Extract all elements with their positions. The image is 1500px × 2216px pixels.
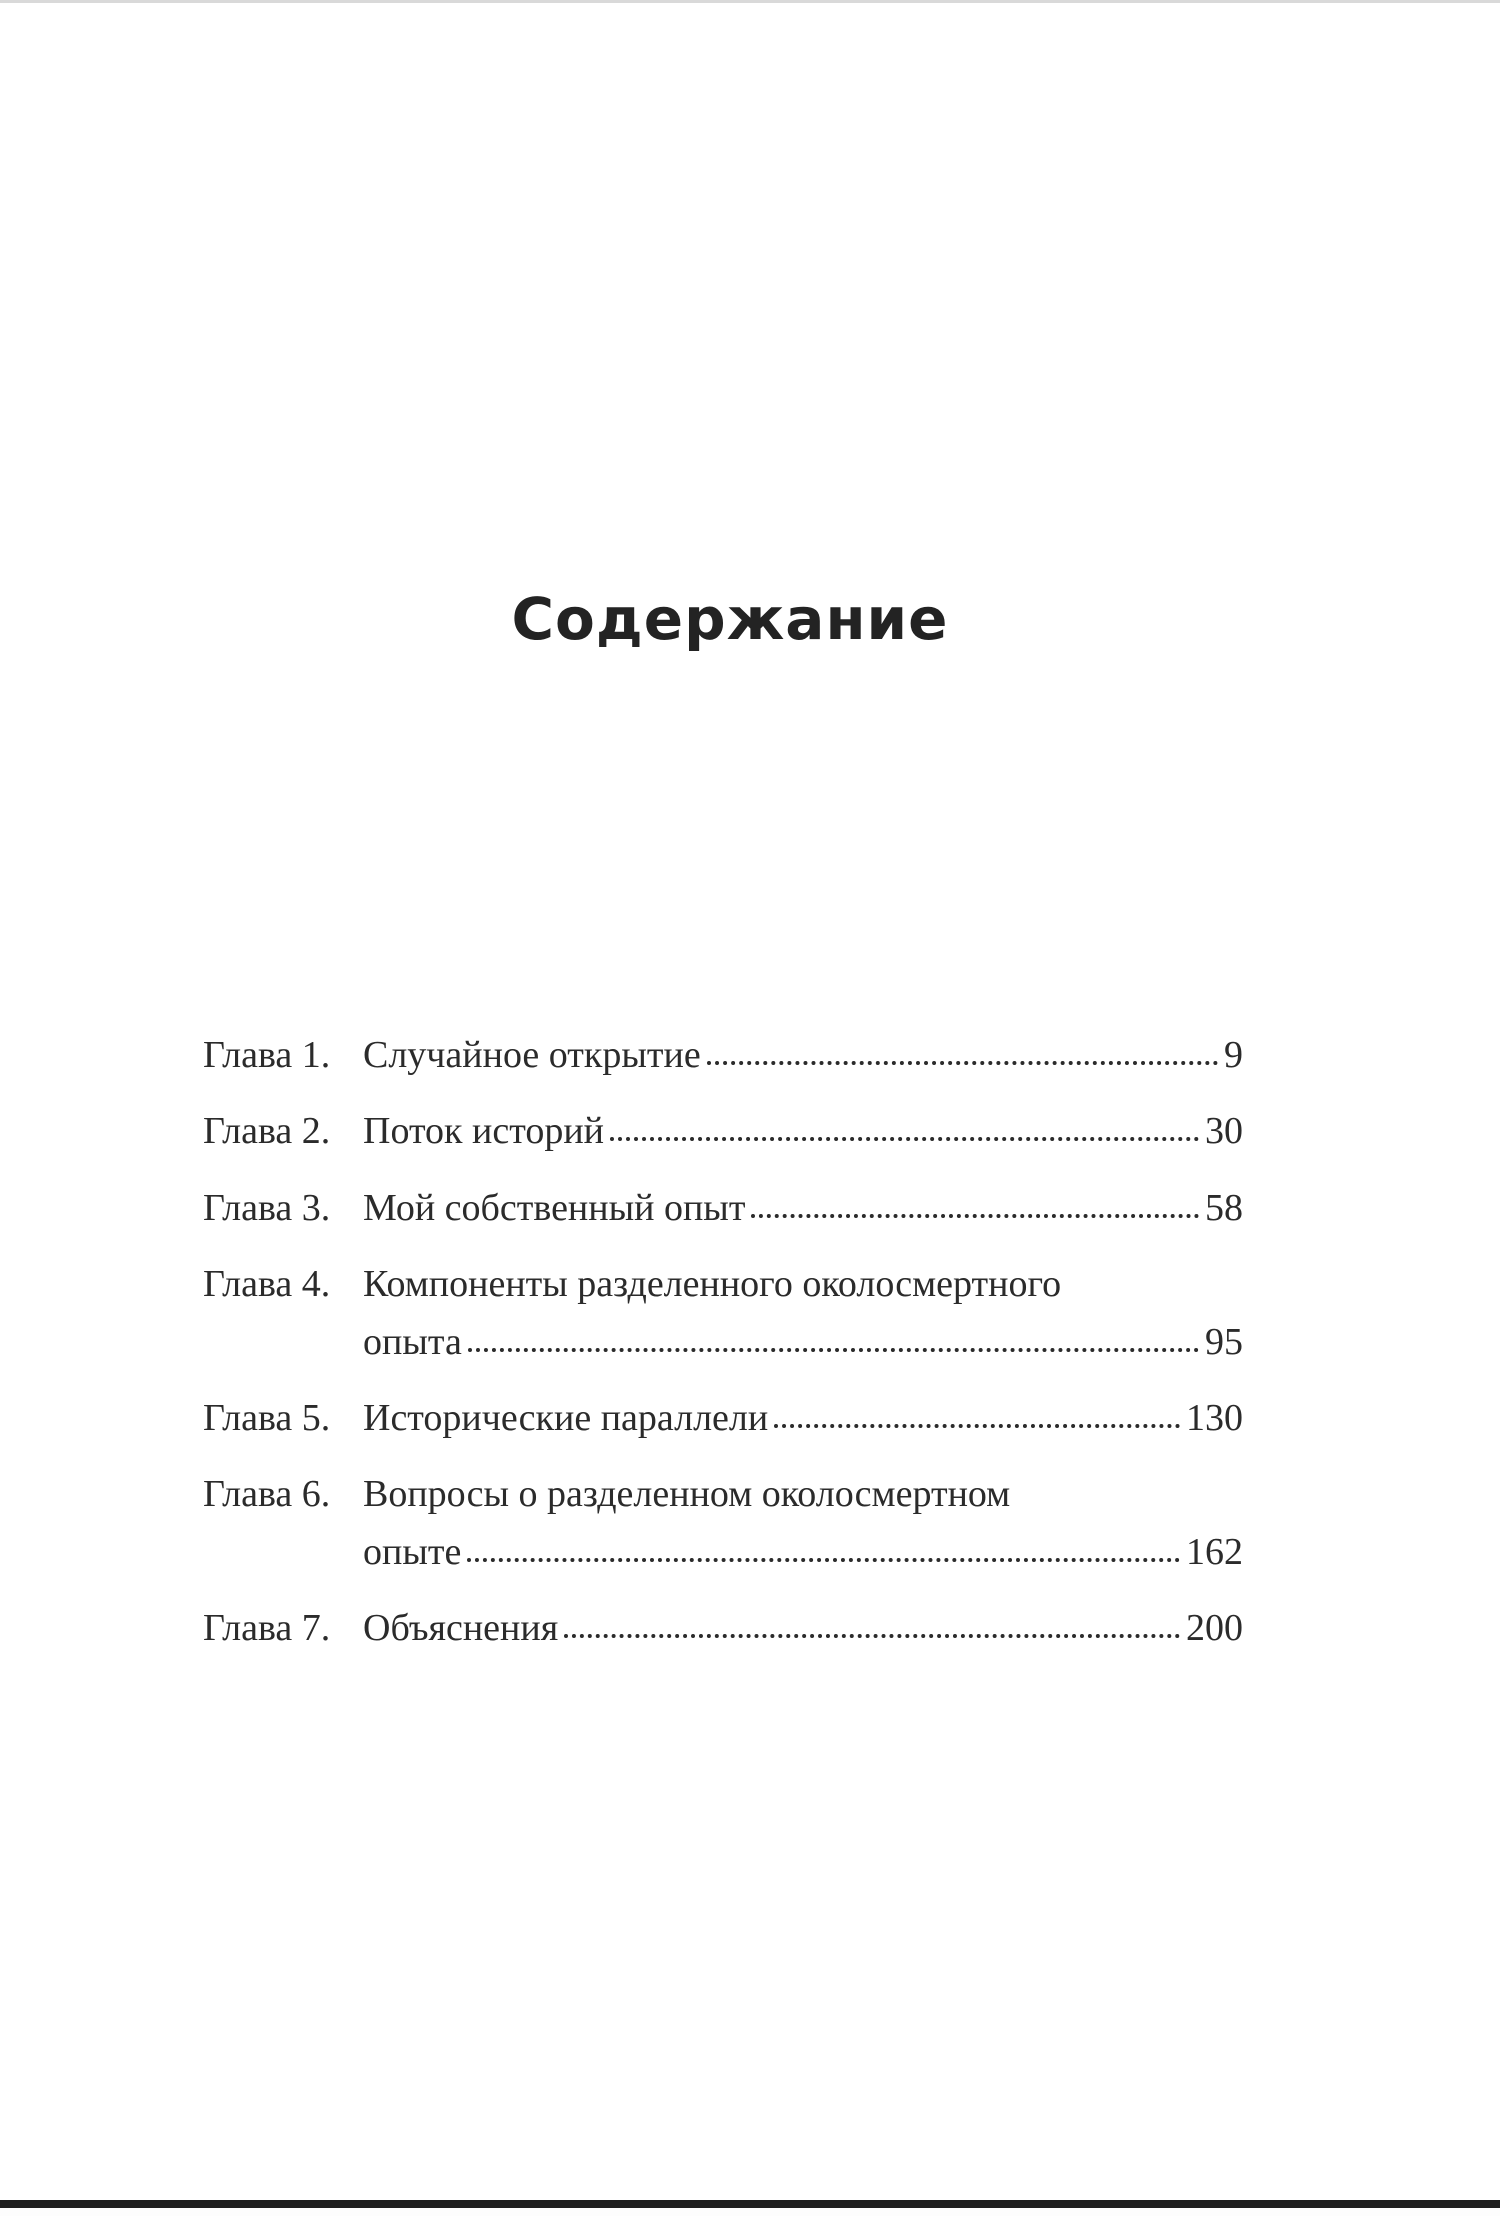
page-number: 162 <box>1186 1530 1243 1573</box>
page-title: Содержание <box>511 585 949 653</box>
page-number: 95 <box>1205 1320 1243 1363</box>
toc-entry-chapter-1[interactable] <box>203 1031 1243 1080</box>
table-of-contents <box>203 1031 1243 1654</box>
chapter-label: Глава 7. <box>203 1607 331 1650</box>
chapter-label: Глава 1. <box>203 1034 331 1076</box>
dot-leader <box>774 1423 1180 1428</box>
page-number: 9 <box>1224 1034 1243 1076</box>
page-number: 30 <box>1205 1110 1243 1153</box>
chapter-title-continued: опыте <box>363 1530 462 1573</box>
chapter-title: Исторические параллели <box>363 1396 769 1439</box>
chapter-title: Поток историй <box>363 1110 604 1153</box>
chapter-label: Глава 6. <box>203 1473 331 1516</box>
dot-leader <box>707 1060 1218 1065</box>
dot-leader <box>564 1633 1180 1638</box>
chapter-title: Вопросы о разделенном околосмертном <box>363 1473 1011 1516</box>
page-number: 130 <box>1186 1396 1243 1439</box>
chapter-title: Мой собственный опыт <box>363 1186 746 1229</box>
dot-leader <box>467 1557 1180 1562</box>
chapter-label: Глава 4. <box>203 1263 331 1306</box>
page-number: 58 <box>1205 1186 1243 1229</box>
chapter-label: Глава 2. <box>203 1110 331 1153</box>
toc-entry-chapter-4[interactable] <box>203 1260 1243 1367</box>
chapter-title: Случайное открытие <box>363 1034 701 1076</box>
toc-entry-chapter-7[interactable] <box>203 1604 1243 1653</box>
dot-leader <box>468 1347 1199 1352</box>
chapter-title-continued: опыта <box>363 1320 462 1363</box>
chapter-label: Глава 3. <box>203 1186 331 1229</box>
toc-entry-chapter-6[interactable] <box>203 1470 1243 1577</box>
chapter-label: Глава 5. <box>203 1396 331 1439</box>
chapter-title: Компоненты разделенного околосмертного <box>363 1263 1062 1306</box>
page-number: 200 <box>1186 1607 1243 1650</box>
dot-leader <box>610 1136 1199 1141</box>
dot-leader <box>751 1213 1199 1218</box>
toc-entry-chapter-5[interactable] <box>203 1394 1243 1443</box>
chapter-title: Объяснения <box>363 1607 559 1650</box>
toc-entry-chapter-3[interactable] <box>203 1184 1243 1233</box>
toc-entry-chapter-2[interactable] <box>203 1107 1243 1156</box>
